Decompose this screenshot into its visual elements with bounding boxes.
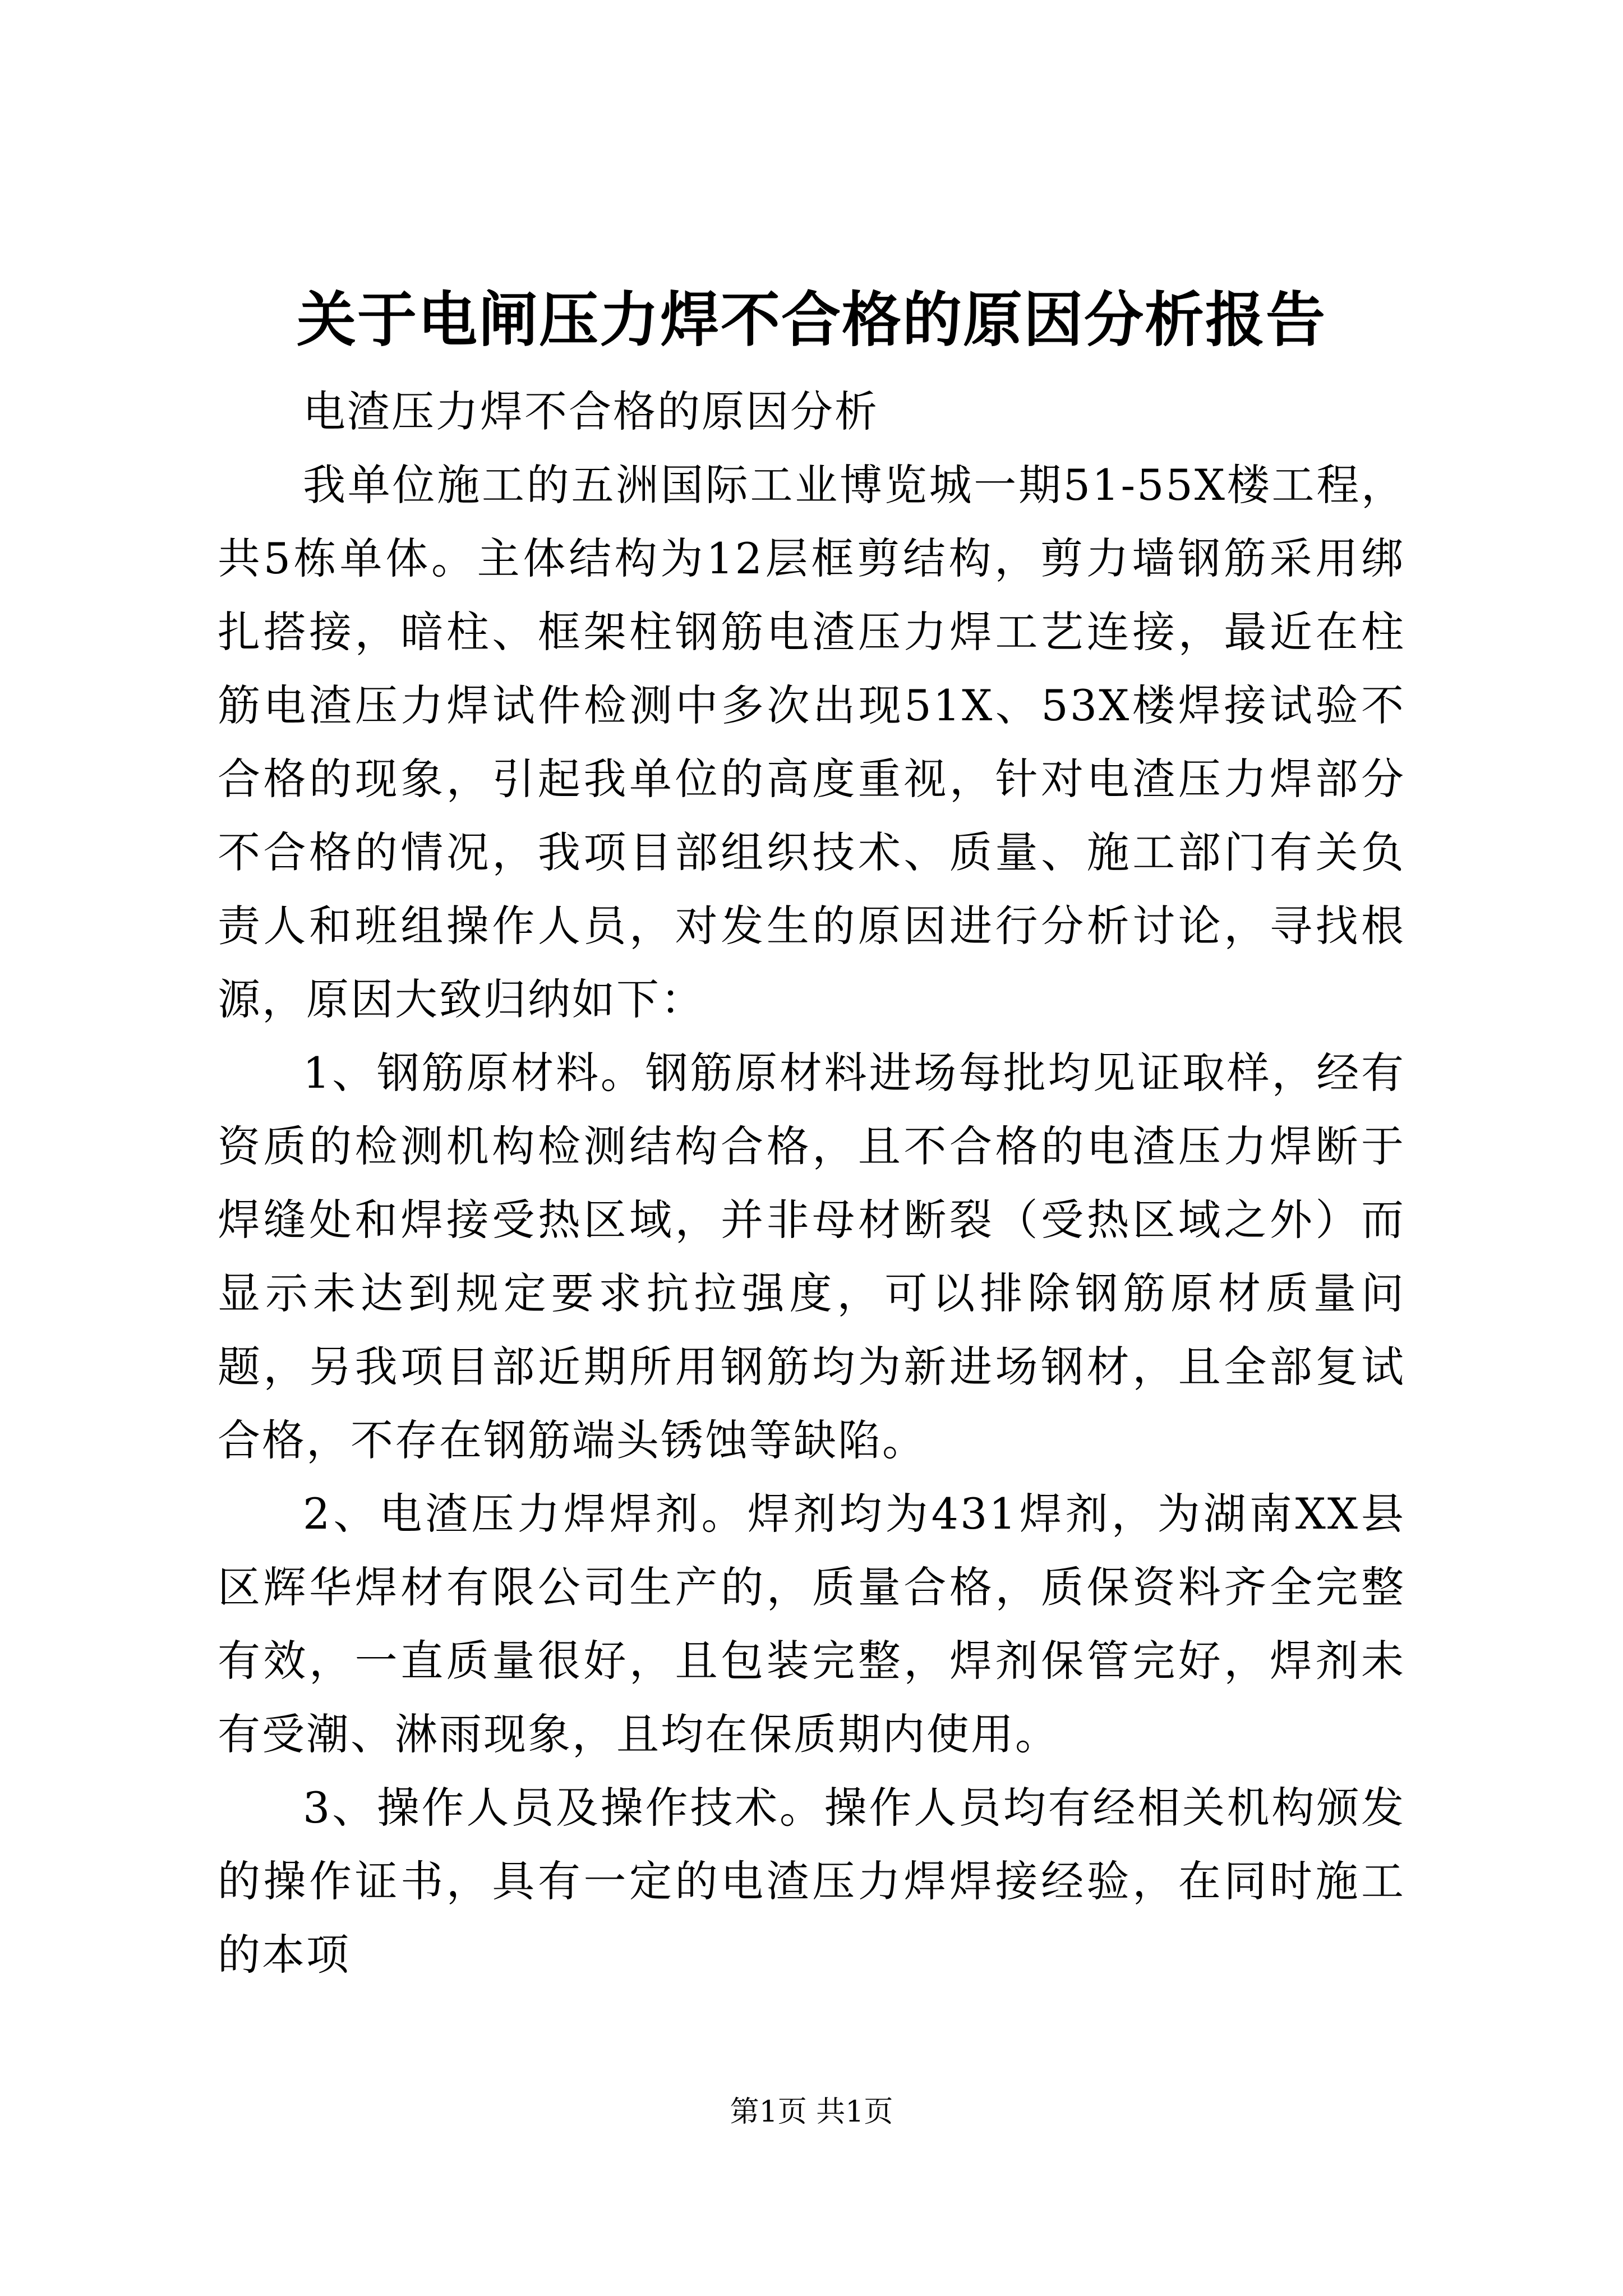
paragraph-item-3: 3、操作人员及操作技术。操作人员均有经相关机构颁发的操作证书，具有一定的电渣压力焊焊接经验，在同时施工的本项 [218, 1783, 1405, 1980]
paragraph-intro: 我单位施工的五洲国际工业博览城一期51-55X楼工程，共5栋单体。主体结构为12层框剪结构，剪力墙钢筋采用绑扎搭接，暗柱、框架柱钢筋电渣压力焊工艺连接，最近在柱筋电渣压力焊试件检测中多次出现51X、53X楼焊接试验不合格的现象，引起我单位的高度重视，针对电渣压力焊部分不合格的情况，我项目部组织技术、质量、施工部门有关负责人和班组操作人员，对发生的原因进行分析讨论，寻找根源，原因大致归纳如下： [218, 460, 1405, 1024]
document-title: 关于电闸压力焊不合格的原因分析报告 [297, 284, 1326, 355]
paragraph-item-1: 1、钢筋原材料。钢筋原材料进场每批均见证取样，经有资质的检测机构检测结构合格，且不合格的电渣压力焊断于焊缝处和焊接受热区域，并非母材断裂（受热区域之外）而显示未达到规定要求抗拉强度，可以排除钢筋原材质量问题，另我项目部近期所用钢筋均为新进场钢材，且全部复试合格，不存在钢筋端头锈蚀等缺陷。 [218, 1048, 1405, 1465]
document-body [218, 375, 1405, 1991]
paragraph-subtitle: 电渣压力焊不合格的原因分析 [303, 386, 879, 436]
page-footer: 第1页 共1页 [730, 2095, 893, 2129]
paragraph-item-2: 2、电渣压力焊焊剂。焊剂均为431焊剂，为湖南XX县区辉华焊材有限公司生产的，质量合格，质保资料齐全完整有效，一直质量很好，且包装完整，焊剂保管完好，焊剂未有受潮、淋雨现象，且均在保质期内使用。 [218, 1489, 1405, 1759]
